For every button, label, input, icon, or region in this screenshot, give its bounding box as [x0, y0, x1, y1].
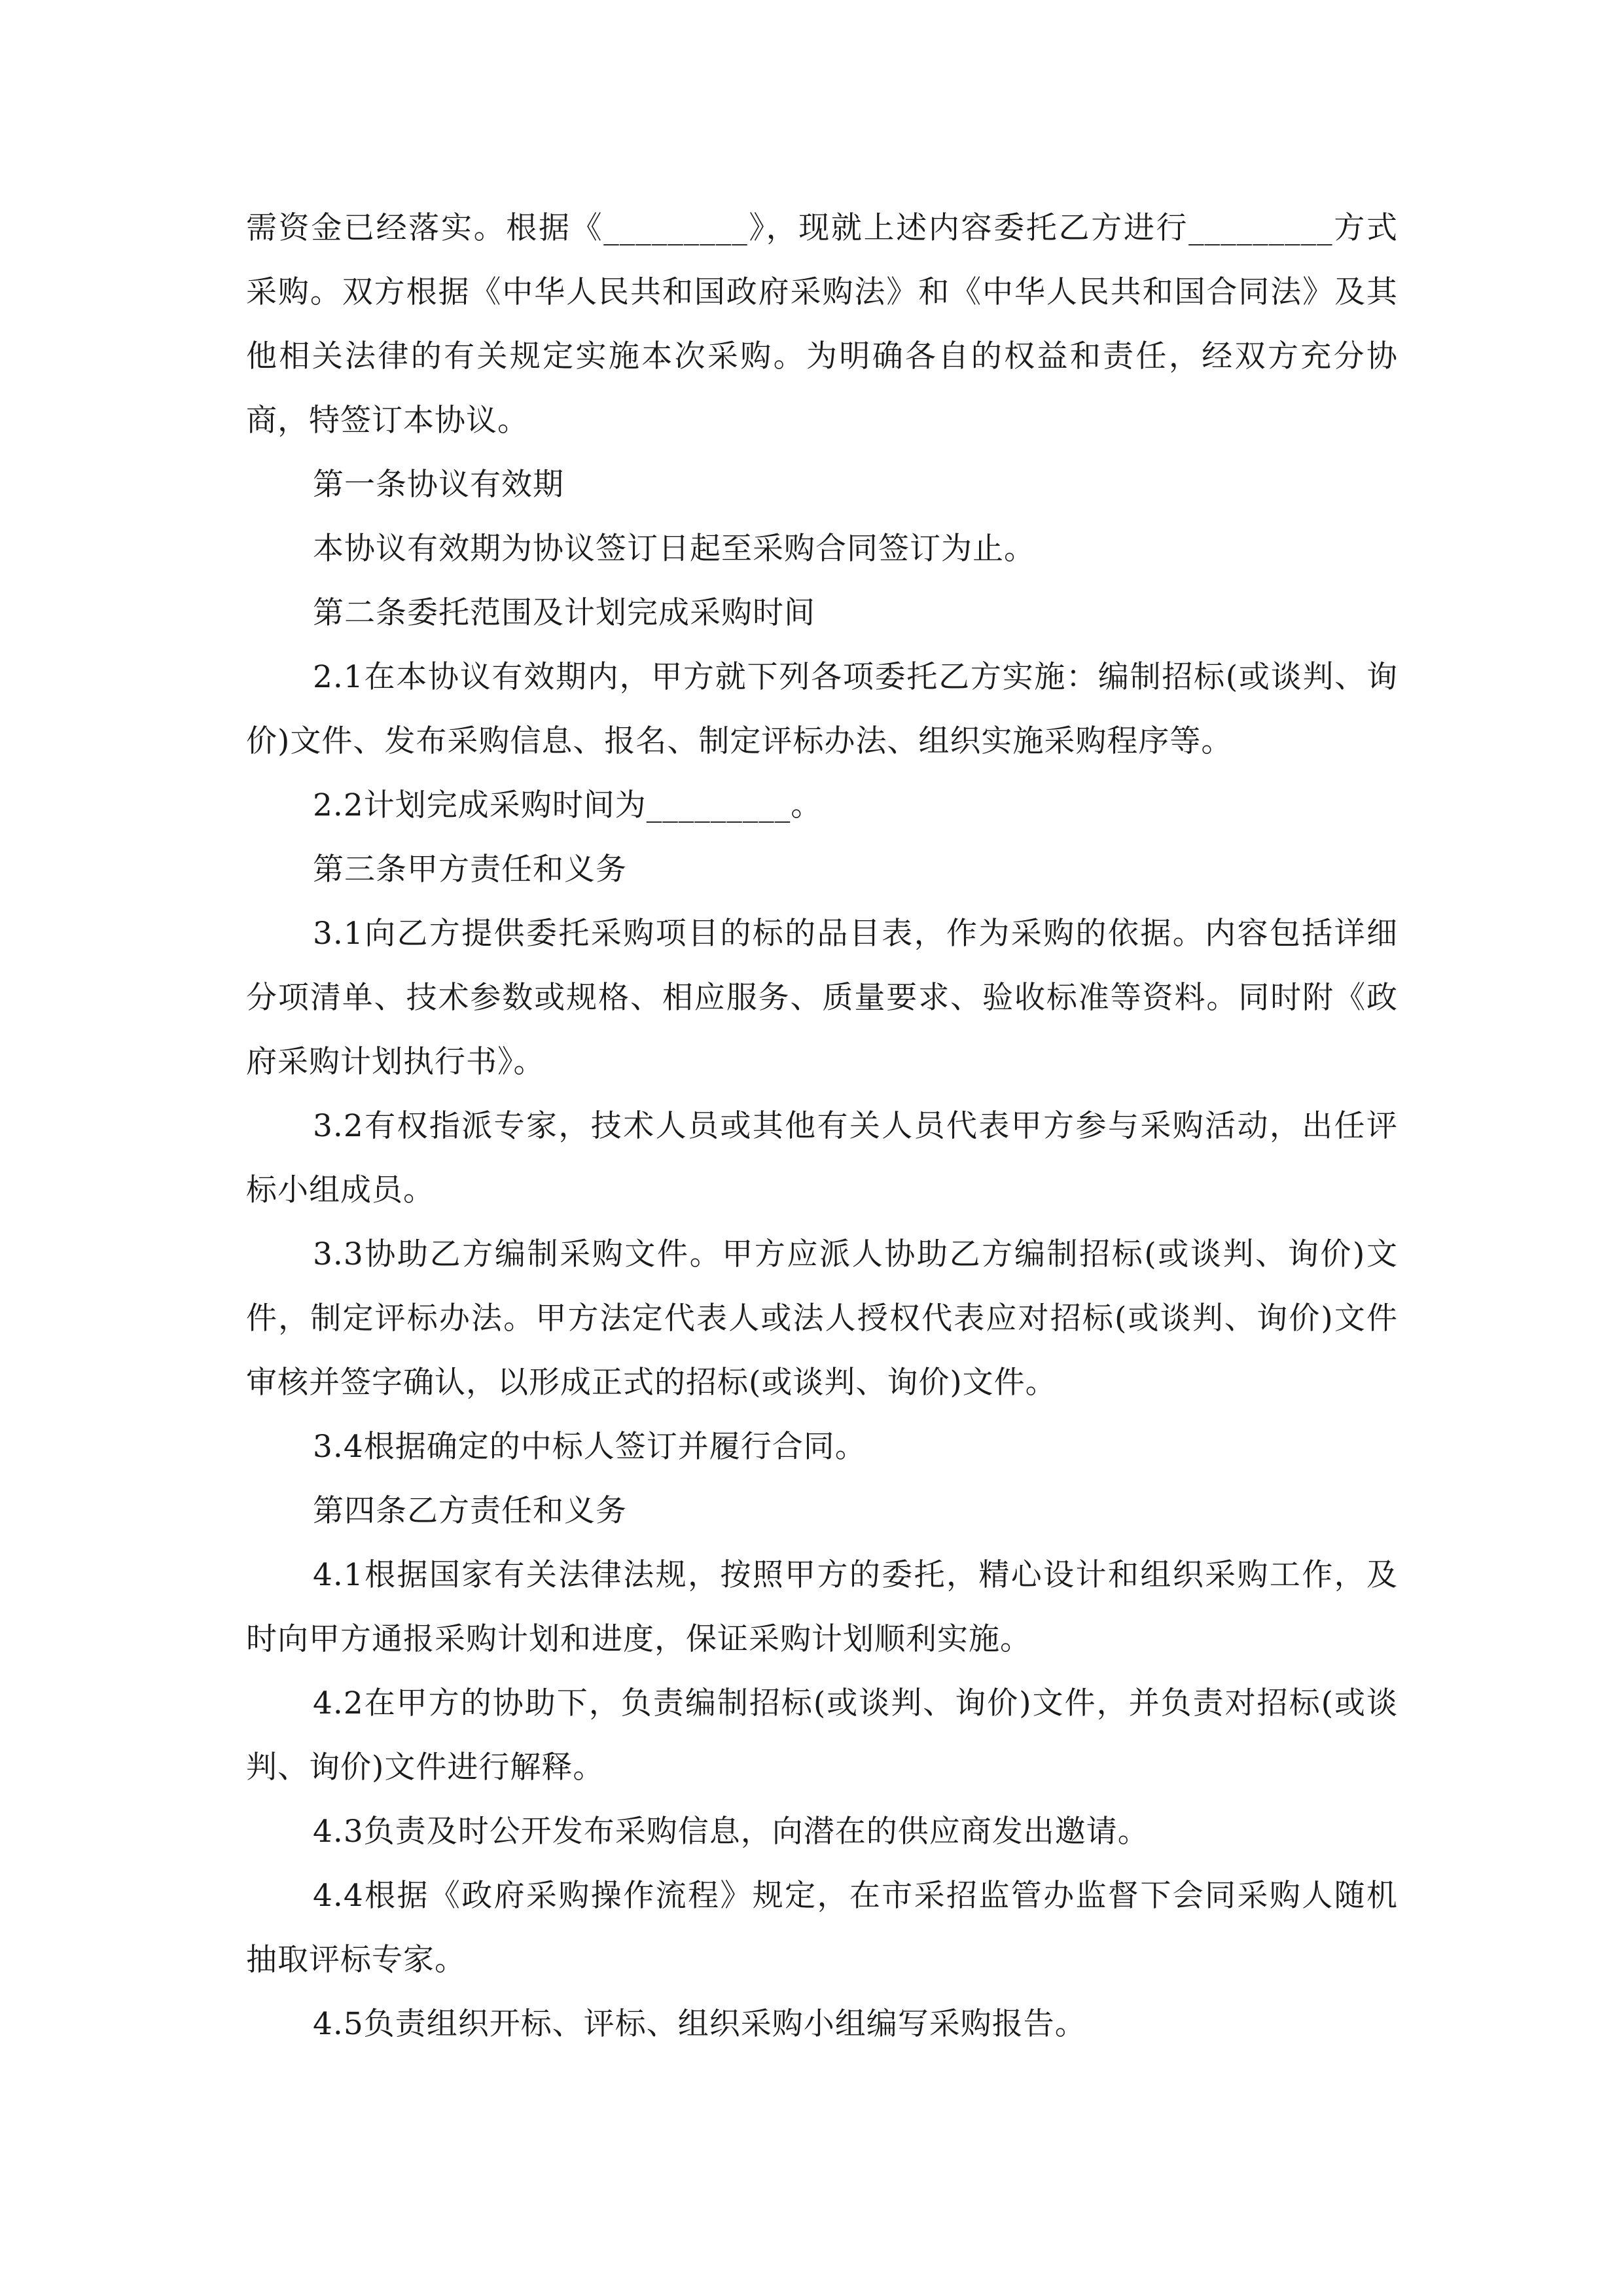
intro-paragraph: 需资金已经落实。根据《_________》，现就上述内容委托乙方进行_________方式采购。双方根据《中华人民共和国政府采购法》和《中华人民共和国合同法》及其他相关法律的有关规定实施本次采购。为明确各自的权益和责任，经双方充分协商，特签订本协议。 — [246, 210, 1398, 439]
clause-4-3: 4.3负责及时公开发布采购信息，向潜在的供应商发出邀请。 — [313, 1814, 1149, 1850]
clause-3-3: 3.3协助乙方编制采购文件。甲方应派人协助乙方编制招标(或谈判、询价)文件，制定评标办法。甲方法定代表人或法人授权代表应对招标(或谈判、询价)文件审核并签字确认，以形成正式的招标(或谈判、询价)文件。 — [246, 1236, 1398, 1401]
article-3-heading: 第三条甲方责任和义务 — [313, 852, 627, 888]
clause-2-1: 2.1在本协议有效期内，甲方就下列各项委托乙方实施：编制招标(或谈判、询价)文件、发布采购信息、报名、制定评标办法、组织实施采购程序等。 — [246, 659, 1398, 759]
clause-4-4: 4.4根据《政府采购操作流程》规定，在市采招监管办监督下会同采购人随机抽取评标专家。 — [246, 1878, 1398, 1978]
clause-4-1: 4.1根据国家有关法律法规，按照甲方的委托，精心设计和组织采购工作，及时向甲方通报采购计划和进度，保证采购计划顺利实施。 — [246, 1557, 1398, 1657]
clause-2-2: 2.2计划完成采购时间为_________。 — [313, 787, 823, 823]
clause-3-1: 3.1向乙方提供委托采购项目的标的品目表，作为采购的依据。内容包括详细分项清单、技术参数或规格、相应服务、质量要求、验收标准等资料。同时附《政府采购计划执行书》。 — [246, 916, 1398, 1080]
clause-3-2: 3.2有权指派专家，技术人员或其他有关人员代表甲方参与采购活动，出任评标小组成员。 — [246, 1108, 1398, 1208]
article-1-body: 本协议有效期为协议签订日起至采购合同签订为止。 — [313, 531, 1035, 567]
article-2-heading: 第二条委托范围及计划完成采购时间 — [313, 595, 815, 631]
clause-4-2: 4.2在甲方的协助下，负责编制招标(或谈判、询价)文件，并负责对招标(或谈判、询价)文件进行解释。 — [246, 1685, 1398, 1785]
article-1-heading: 第一条协议有效期 — [313, 467, 564, 503]
document-page — [246, 196, 1398, 2056]
article-4-heading: 第四条乙方责任和义务 — [313, 1493, 627, 1529]
clause-4-5: 4.5负责组织开标、评标、组织采购小组编写采购报告。 — [313, 2006, 1086, 2042]
clause-3-4: 3.4根据确定的中标人签订并履行合同。 — [313, 1429, 866, 1465]
